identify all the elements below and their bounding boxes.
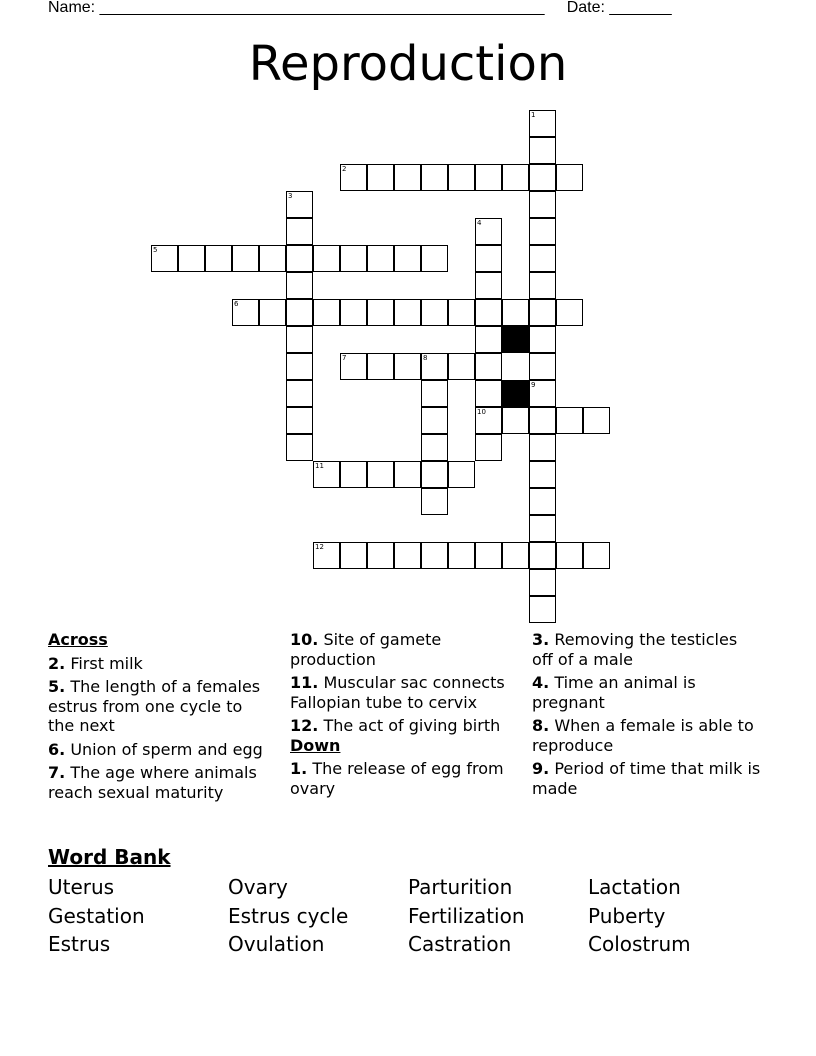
clue-number-12: 12 [315,543,324,551]
clue-across-7: 7. The age where animals reach sexual maturity [48,763,257,802]
grid-cell[interactable] [367,245,394,272]
grid-cell[interactable] [394,461,421,488]
grid-cell[interactable] [151,245,178,272]
grid-cell[interactable] [448,461,475,488]
grid-cell[interactable] [286,326,313,353]
grid-cell[interactable] [286,191,313,218]
clue-across-12: 12. The act of giving birth [290,716,501,735]
clue-down-1: 1. The release of egg from ovary [290,759,504,798]
grid-cell[interactable] [475,164,502,191]
clue-column-1 [48,630,263,806]
word-bank-item: Puberty [588,904,666,928]
grid-cell[interactable] [529,569,556,596]
grid-cell[interactable] [313,245,340,272]
grid-cell[interactable] [367,461,394,488]
grid-cell[interactable] [286,407,313,434]
clue-across-11: 11. Muscular sac connects Fallopian tube to cervix [290,673,505,712]
grid-cell[interactable] [340,461,367,488]
grid-cell[interactable] [421,542,448,569]
clue-number-9: 9 [531,381,536,389]
grid-cell[interactable] [529,380,556,407]
word-bank-item: Uterus [48,875,115,899]
clue-across-2: 2. First milk [48,653,143,673]
grid-cell[interactable] [286,272,313,299]
grid-cell[interactable] [286,245,313,272]
grid-cell[interactable] [394,353,421,380]
word-bank-item: Gestation [48,904,145,928]
grid-cell[interactable] [394,164,421,191]
grid-cell-black [502,326,529,353]
page-title: Reproduction [248,36,568,92]
grid-cell[interactable] [340,542,367,569]
grid-cell[interactable] [421,245,448,272]
grid-cell[interactable] [367,353,394,380]
grid-cell[interactable] [475,353,502,380]
grid-cell[interactable] [529,110,556,137]
grid-cell[interactable] [529,596,556,623]
grid-cell[interactable] [502,542,529,569]
grid-cell[interactable] [502,164,529,191]
grid-cell[interactable] [421,407,448,434]
clue-down-4: 4. Time an animal is pregnant [532,673,696,712]
grid-cell[interactable] [394,299,421,326]
word-bank-title: Word Bank [48,845,171,869]
grid-cell[interactable] [421,164,448,191]
word-bank-item: Lactation [588,875,681,899]
clue-across-5: 5. The length of a females estrus from one cycle to the next [48,677,261,735]
grid-cell[interactable] [529,272,556,299]
clue-number-10: 10 [477,408,486,416]
word-bank-item: Estrus [48,932,111,956]
grid-cell[interactable] [475,434,502,461]
grid-cell[interactable] [475,218,502,245]
grid-cell[interactable] [286,434,313,461]
grid-cell[interactable] [205,245,232,272]
grid-cell[interactable] [421,461,448,488]
clue-across-6: 6. Union of sperm and egg [48,739,263,759]
clue-number-7: 7 [342,354,347,362]
grid-cell[interactable] [232,299,259,326]
grid-cell[interactable] [529,353,556,380]
grid-cell[interactable] [367,164,394,191]
grid-cell[interactable] [556,299,583,326]
grid-cell[interactable] [448,353,475,380]
clue-column-2 [290,630,525,802]
word-bank-item: Estrus cycle [228,904,349,928]
grid-cell[interactable] [475,299,502,326]
clue-column-3 [532,630,762,802]
grid-cell[interactable] [556,164,583,191]
word-bank-item: Fertilization [408,904,525,928]
grid-cell[interactable] [448,542,475,569]
grid-cell[interactable] [421,434,448,461]
grid-cell[interactable] [583,542,610,569]
grid-cell[interactable] [448,164,475,191]
clue-across-10: 10. Site of gamete production [290,630,442,669]
grid-cell[interactable] [556,407,583,434]
grid-cell[interactable] [529,191,556,218]
grid-cell[interactable] [475,542,502,569]
grid-cell[interactable] [529,542,556,569]
clue-down-3: 3. Removing the testicles off of a male [532,630,738,669]
grid-cell[interactable] [367,299,394,326]
grid-cell[interactable] [313,461,340,488]
grid-cell[interactable] [367,542,394,569]
grid-cell[interactable] [529,461,556,488]
grid-cell[interactable] [529,299,556,326]
clue-number-2: 2 [342,165,347,173]
grid-cell[interactable] [286,218,313,245]
grid-cell[interactable] [556,542,583,569]
grid-cell[interactable] [340,245,367,272]
across-heading: Across [48,630,108,649]
grid-cell[interactable] [529,326,556,353]
grid-cell[interactable] [286,380,313,407]
grid-cell[interactable] [340,353,367,380]
grid-cell[interactable] [529,164,556,191]
word-bank-item: Castration [408,932,512,956]
grid-cell[interactable] [475,245,502,272]
grid-cell[interactable] [340,164,367,191]
grid-cell[interactable] [340,299,367,326]
grid-cell[interactable] [178,245,205,272]
grid-cell-black [502,380,529,407]
grid-cell[interactable] [394,542,421,569]
grid-cell[interactable] [529,407,556,434]
grid-cell[interactable] [475,380,502,407]
grid-cell[interactable] [529,137,556,164]
grid-cell[interactable] [313,299,340,326]
grid-cell[interactable] [529,218,556,245]
grid-cell[interactable] [286,353,313,380]
grid-cell[interactable] [232,245,259,272]
grid-cell[interactable] [529,515,556,542]
grid-cell[interactable] [286,299,313,326]
grid-cell[interactable] [421,488,448,515]
grid-cell[interactable] [502,299,529,326]
grid-cell[interactable] [421,380,448,407]
clue-number-3: 3 [288,192,293,200]
clue-number-5: 5 [153,246,158,254]
word-bank-item: Ovulation [228,932,325,956]
clue-number-4: 4 [477,219,482,227]
grid-cell[interactable] [583,407,610,434]
grid-cell[interactable] [475,272,502,299]
clue-number-6: 6 [234,300,239,308]
grid-cell[interactable] [502,407,529,434]
grid-cell[interactable] [421,299,448,326]
down-heading: Down [290,735,341,755]
grid-cell[interactable] [259,299,286,326]
clue-number-11: 11 [315,462,324,470]
grid-cell[interactable] [259,245,286,272]
word-bank-item: Colostrum [588,932,691,956]
word-bank-item: Parturition [408,875,513,899]
clue-number-1: 1 [531,111,536,119]
grid-cell[interactable] [529,434,556,461]
clue-down-9: 9. Period of time that milk is made [532,759,761,798]
grid-cell[interactable] [475,407,502,434]
word-bank-item: Ovary [228,875,288,899]
clue-number-8: 8 [423,354,428,362]
grid-cell[interactable] [421,353,448,380]
grid-cell[interactable] [448,299,475,326]
grid-cell[interactable] [394,245,421,272]
grid-cell[interactable] [529,488,556,515]
name-date-line: Name: __________________________________________________ Date: _______ [48,0,672,16]
clue-down-8: 8. When a female is able to reproduce [532,716,754,755]
grid-cell[interactable] [313,542,340,569]
grid-cell[interactable] [475,326,502,353]
grid-cell[interactable] [529,245,556,272]
